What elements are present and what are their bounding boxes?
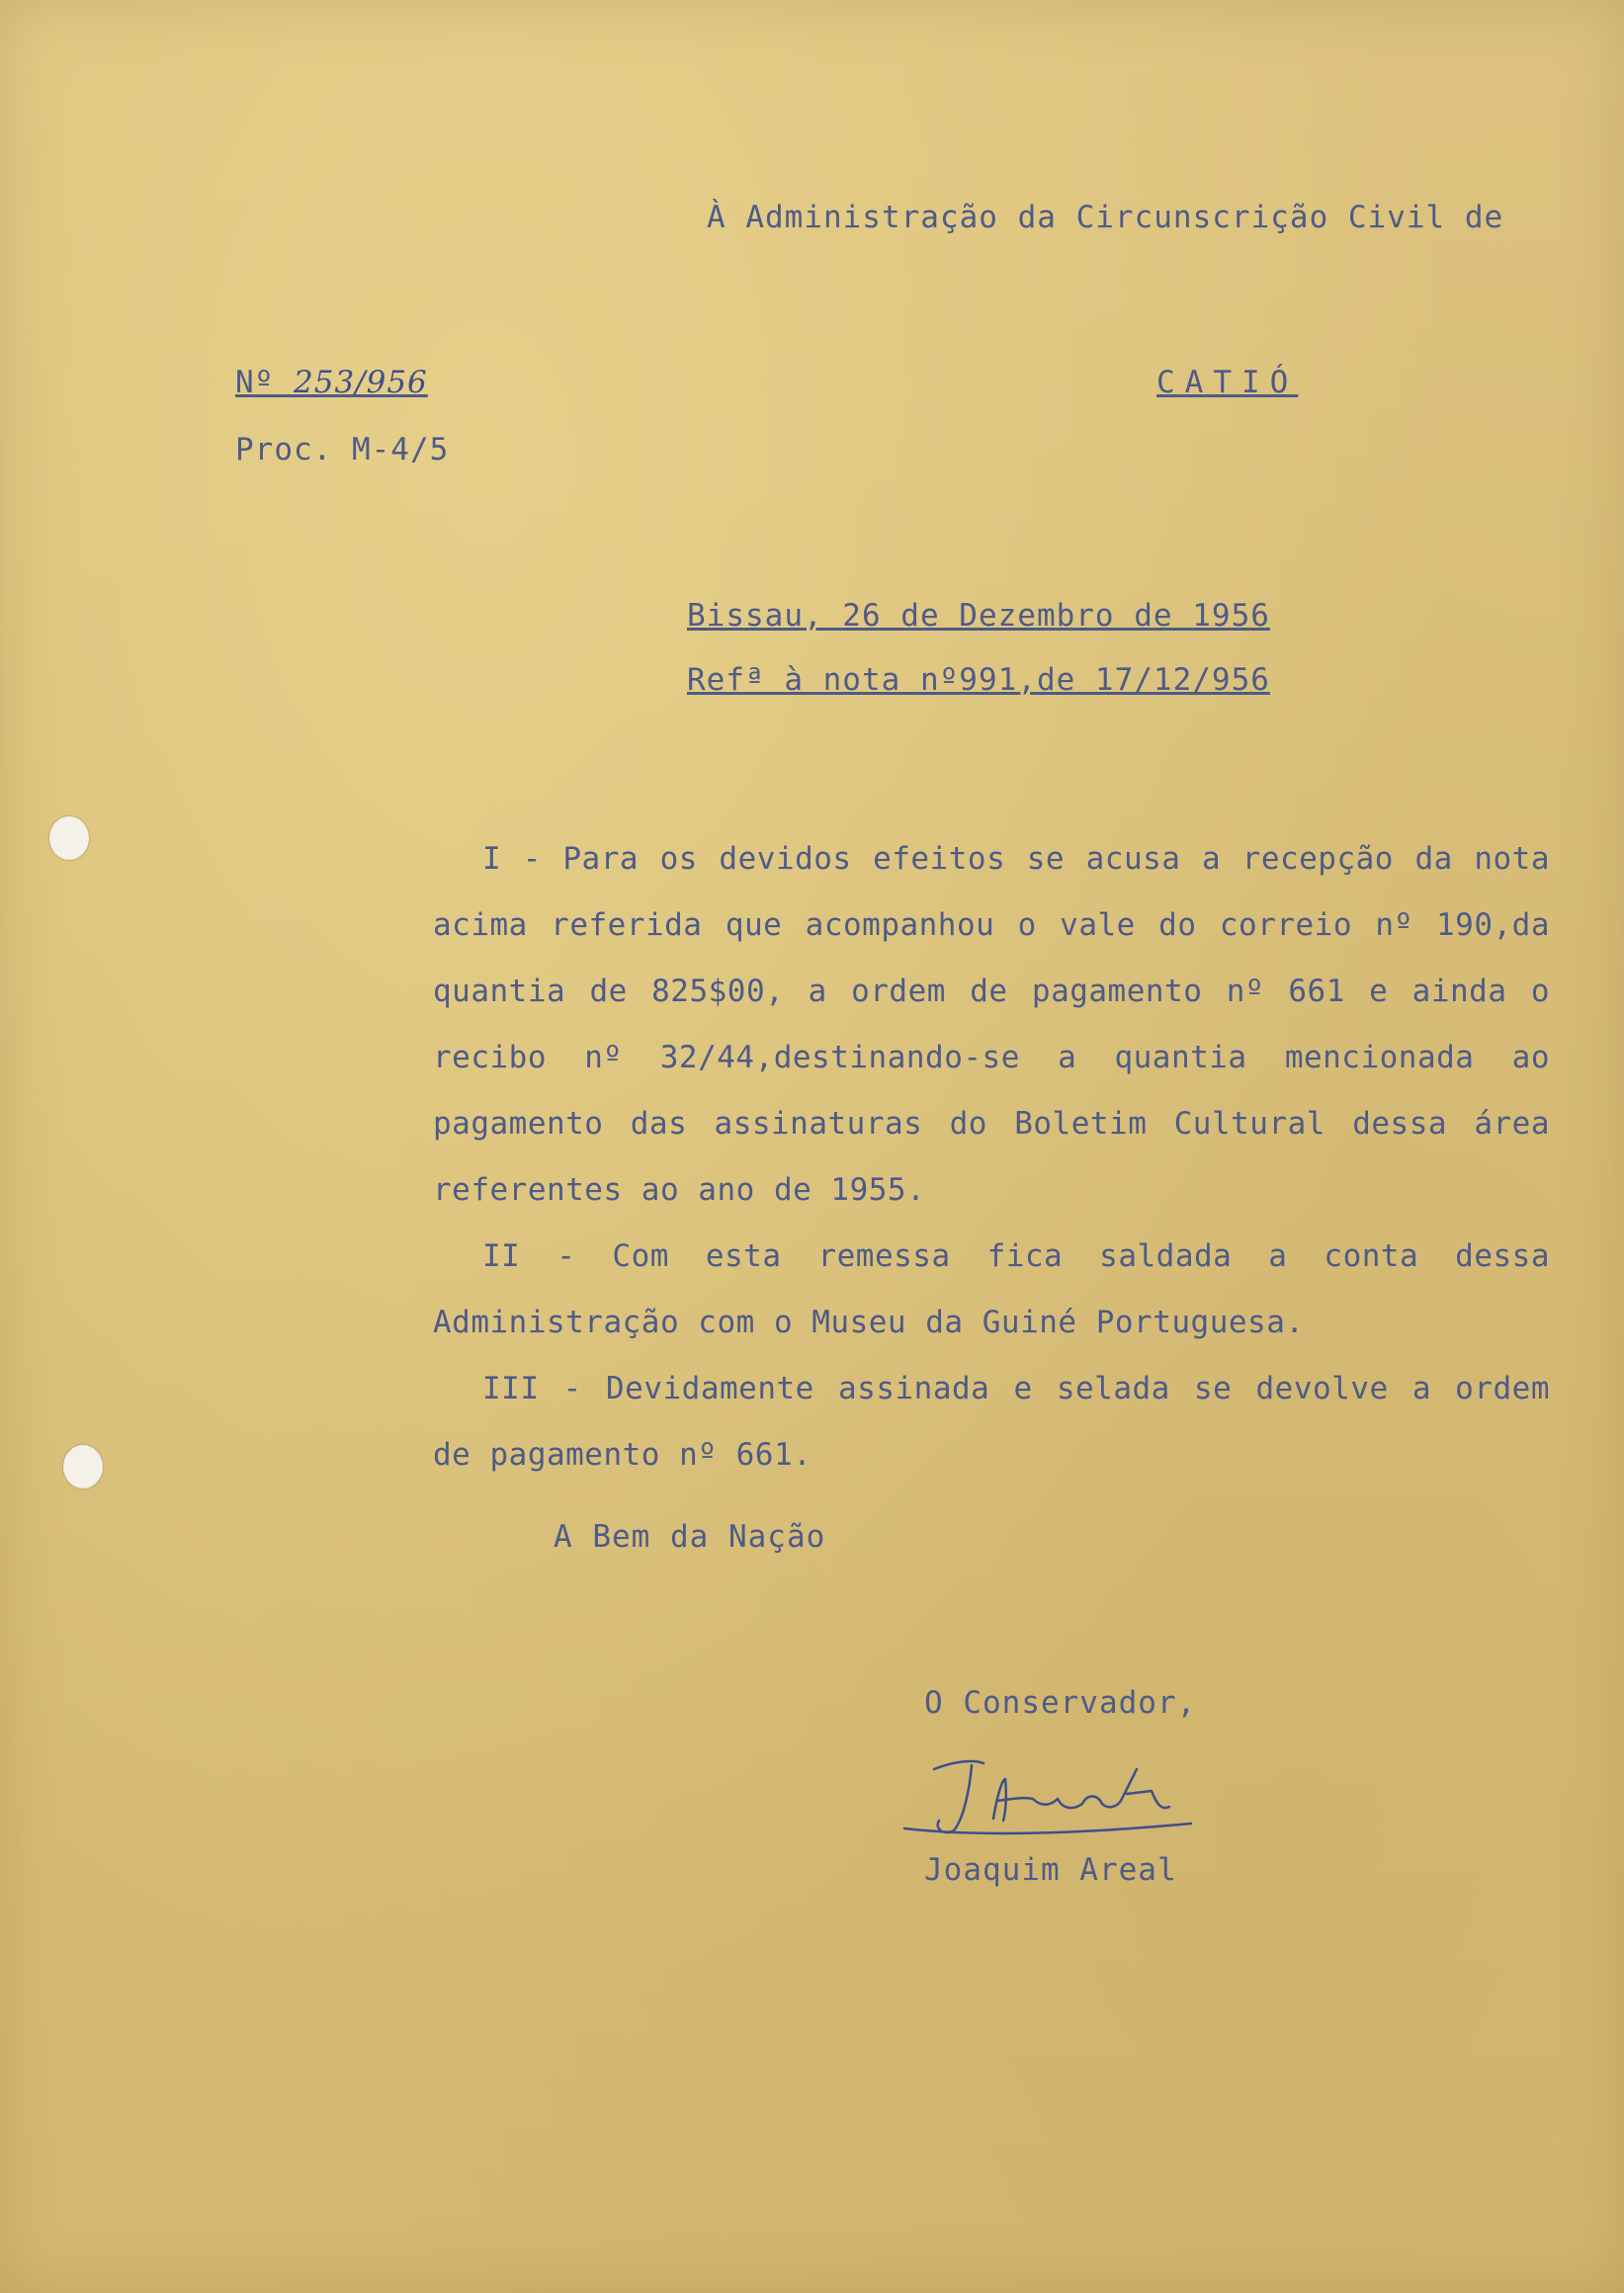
punch-hole-bottom: [63, 1445, 103, 1488]
reference-number-handwritten: 253/956: [294, 365, 428, 400]
punch-hole-top: [49, 816, 89, 860]
reference-note-line: Refª à nota nº991,de 17/12/956: [687, 662, 1270, 698]
handwritten-signature: [895, 1749, 1211, 1848]
closing-formula: A Bem da Nação: [554, 1519, 826, 1555]
addressee-line: À Administração da Circunscrição Civil de: [707, 200, 1504, 235]
date-line: Bissau, 26 de Dezembro de 1956: [687, 598, 1270, 634]
process-number: Proc. M-4/5: [235, 432, 450, 467]
destination-place: CATIÓ: [1156, 365, 1299, 400]
paragraph-2: II - Com esta remessa fica saldada a conta dessa Administração com o Museu da Guiné Portuguesa.: [433, 1238, 1550, 1340]
paragraph-3: III - Devidamente assinada e selada se devolve a ordem de pagamento nº 661.: [433, 1371, 1550, 1473]
paragraph-1: I - Para os devidos efeitos se acusa a recepção da nota acima referida que acompanhou o vale do correio nº 190,da quantia de 825$00, a ordem de pagamento nº 661 e ainda o recibo nº 32/44,destinando-se a quantia mencionada ao pagamento das assinaturas do Boletim Cultural dessa área referentes ao ano de 1955.: [433, 841, 1550, 1208]
reference-number-prefix: Nº: [235, 365, 294, 400]
signer-name: Joaquim Areal: [924, 1852, 1177, 1888]
letter-body: [433, 826, 1550, 1488]
reference-number: [235, 365, 428, 400]
signer-title: O Conservador,: [924, 1685, 1197, 1721]
